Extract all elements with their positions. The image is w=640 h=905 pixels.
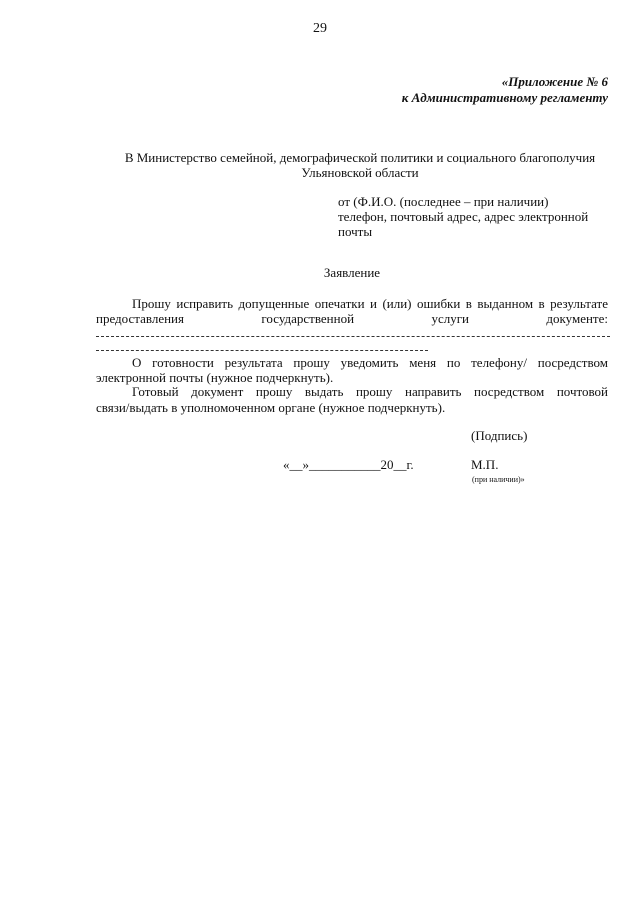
fill-line-1 — [96, 336, 610, 337]
addressee-block — [0, 150, 640, 180]
request-paragraph-line-2: предоставления государственной услуги документе: — [96, 311, 608, 326]
addressee-line-1: В Министерство семейной, демографической политики и социального благополучия — [124, 150, 596, 165]
notify-paragraph-line-1: О готовности результата прошу уведомить меня по телефону/ посредством — [132, 355, 608, 370]
ready-paragraph-line-1: Готовый документ прошу выдать прошу направить посредством почтовой — [132, 384, 608, 399]
date-template: «__»___________20__г. — [283, 457, 414, 472]
appendix-title: «Приложение № 6 — [501, 74, 608, 89]
signature-label: (Подпись) — [471, 428, 528, 443]
page-number: 29 — [313, 21, 327, 36]
sender-block — [338, 194, 588, 239]
ready-paragraph-line-2: связи/выдать в уполномоченном органе (нужное подчеркнуть). — [96, 400, 446, 415]
sender-line-3: почты — [338, 224, 373, 239]
sender-line-2: телефон, почтовый адрес, адрес электронной — [338, 209, 589, 224]
fill-line-2 — [96, 350, 428, 351]
date-field — [283, 457, 414, 473]
notify-paragraph-line-2: электронной почты (нужное подчеркнуть). — [96, 370, 334, 385]
addressee-line-2: Ульяновской области — [301, 165, 419, 180]
appendix-header — [402, 74, 608, 106]
seal-label: М.П. — [471, 457, 499, 472]
request-paragraph-line-1: Прошу исправить допущенные опечатки и (или) ошибки в выданном в результате — [132, 296, 608, 311]
seal-note: (при наличии)» — [472, 475, 525, 484]
appendix-subtitle: к Административному регламенту — [401, 90, 608, 105]
sender-line-1: от (Ф.И.О. (последнее – при наличии) — [338, 194, 549, 209]
document-title: Заявление — [323, 265, 381, 280]
